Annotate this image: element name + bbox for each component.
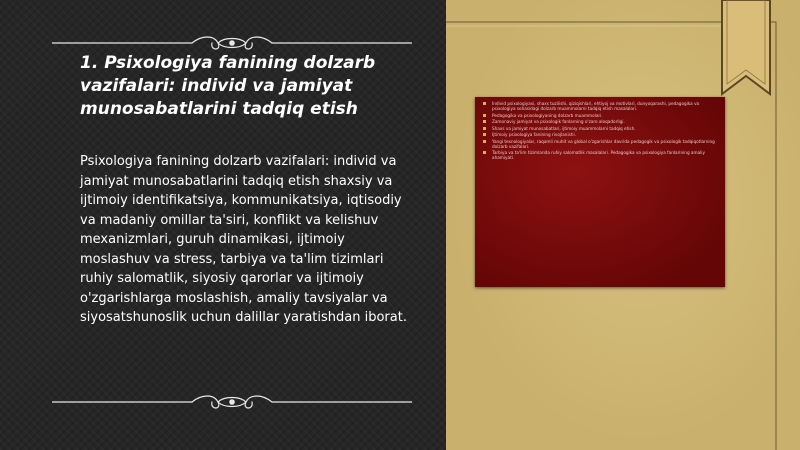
embedded-slide-image [475, 97, 725, 287]
list-item: Yangi texnologiyalar, raqamli muhit va global o'zgarishlar davrida pedagogik va psixologik tadqiqotlarning dolzarb vazifalari. [481, 139, 719, 149]
slide-title: 1. Psixologiya fanining dolzarb vazifalari: individ va jamiyat munosabatlarini tadqiq etish [80, 53, 376, 119]
embedded-bullet-list [475, 97, 725, 160]
bookmark-ribbon-icon [718, 0, 774, 100]
slide-body-text: Psixologiya fanining dolzarb vazifalari: individ va jamiyat munosabatlarini tadqiq etish shaxsiy va ijtimoiy identifikatsiya, kommunikatsiya, iqtisodiy va madaniy omillar ta'siri, konflikt va kelishuv mexanizmlari, guruh dinamikasi, ijtimoiy moslashuv va stress, tarbiya va ta'lim tizimlari ruhiy salomatlik, siyosiy qarorlar va ijtimoiy o'zgarishlarga moslashish, amaliy tavsiyalar va siyosatshunoslik uchun dalillar yaratishdan iborat. [80, 154, 407, 325]
flourish-divider-icon [52, 392, 412, 412]
list-item: Individ psixologiyasi, shaxs tuzilishi, qiziqishlari, ehtiyoj va motivlari, dunyoqarashi, pedagogika va psixologiya sohasidagi dolzarb muammolarni tadqiq etish masalalari. [481, 101, 719, 111]
list-item: Shaxs va jamiyat munosabatlari, ijtimoiy muammolarni tadqiq etish. [481, 126, 719, 131]
list-item: Ijtimoiy psixologiya fanining rivojlanishi. [481, 132, 719, 137]
list-item: Pedagogika va psixologiyaning dolzarb muammolari. [481, 113, 719, 118]
flourish-divider-icon [52, 33, 412, 53]
list-item: Zamonaviy jamiyat va psixologik fanlarning o'zaro aloqadorligi. [481, 119, 719, 124]
list-item: Tarbiya va ta'lim tizimlarida ruhiy salomatlik masalalari. Pedagogika va psixologiya fanlarining amaliy ahamiyati. [481, 150, 719, 160]
